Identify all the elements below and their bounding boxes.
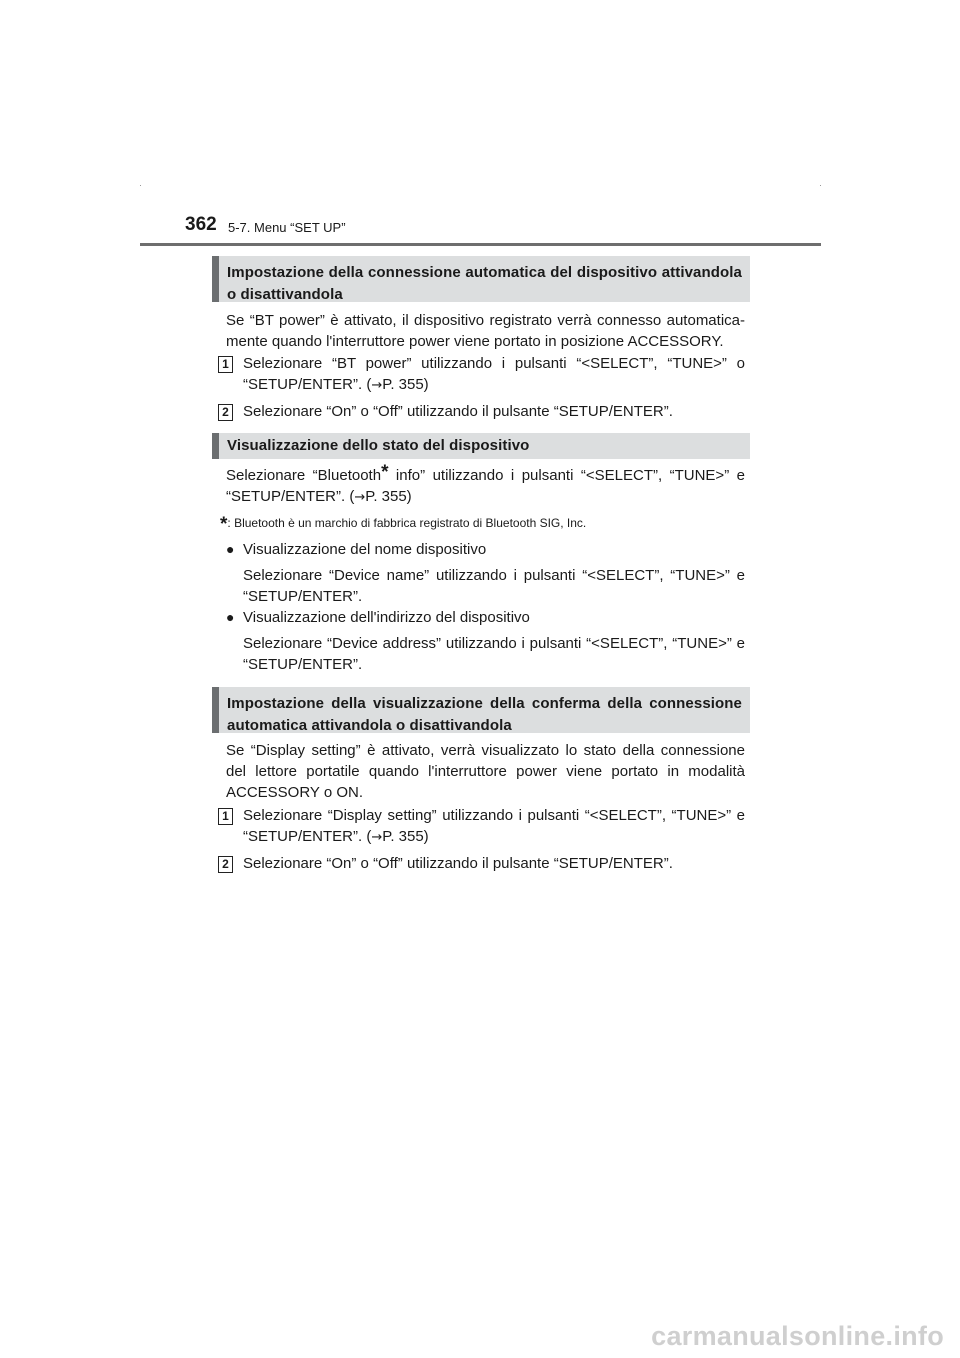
section-heading-auto-connect (212, 256, 750, 302)
bullet-description: Selezionare “Device address” utilizzando i pulsanti “<SELECT”, “TUNE>” e “SETUP/ENTER”. (243, 635, 745, 673)
footnote-marker: * (381, 462, 389, 483)
footnote: *: Bluetooth è un marchio di fabbrica registrato di Bluetooth SIG, Inc. (220, 514, 587, 535)
section-intro-display-setting: Se “Display setting” è attivato, verrà visualizzato lo stato della connessione del lettore portatile quando l'interruttore power viene portato in modalità ACCESSORY o ON. (226, 742, 745, 801)
footnote-star: * (220, 514, 228, 535)
bullet-title: Visualizzazione del nome dispositivo (243, 541, 487, 558)
step-text: Selezionare “Display setting” utilizzando i pulsanti “<SELECT”, “TUNE>” e “SETUP/ENTER”. (→P. 355) (243, 807, 745, 845)
bullet-dot-icon: ● (226, 541, 235, 557)
step-text: Selezionare “On” o “Off” utilizzando il pulsante “SETUP/ENTER”. (243, 403, 673, 420)
section-heading-device-status (212, 433, 750, 459)
crop-mark-left (140, 185, 141, 186)
section-heading-text: Impostazione della connessione automatica del dispositivo attivandola o disattivandola (227, 264, 742, 303)
step-number-badge: 1 (218, 356, 233, 373)
step-number-badge: 2 (218, 404, 233, 421)
section-reference: 5-7. Menu “SET UP” (228, 220, 346, 235)
step-number-badge: 1 (218, 808, 233, 825)
section-intro-auto-connect: Se “BT power” è attivato, il dispositivo registrato verrà connesso automatica-mente quando l'interruttore power viene portato in posizione ACCESSORY. (226, 312, 745, 350)
section-heading-display-setting (212, 687, 750, 733)
bullet-description: Selezionare “Device name” utilizzando i pulsanti “<SELECT”, “TUNE>” e “SETUP/ENTER”. (243, 567, 745, 605)
section-intro-device-status: Selezionare “Bluetooth* info” utilizzando i pulsanti “<SELECT”, “TUNE>” e “SETUP/ENTER”. (→P. 355) (226, 462, 745, 505)
step-text: Selezionare “BT power” utilizzando i pulsanti “<SELECT”, “TUNE>” o “SETUP/ENTER”. (→P. 355) (243, 355, 745, 393)
header-rule (140, 243, 821, 246)
page-number: 362 (185, 214, 217, 235)
bullet-dot-icon: ● (226, 609, 235, 625)
step-number-badge: 2 (218, 856, 233, 873)
section-heading-text: Impostazione della visualizzazione della conferma della connessione automatica attivandola o disattivandola (227, 695, 742, 734)
section-heading-text: Visualizzazione dello stato del dispositivo (227, 437, 530, 454)
watermark: carmanualsonline.info (651, 1321, 944, 1351)
arrow-right-icon: → (354, 490, 366, 505)
crop-mark-right (820, 185, 821, 186)
bullet-title: Visualizzazione dell'indirizzo del dispositivo (243, 609, 530, 626)
arrow-right-icon: → (371, 830, 383, 845)
arrow-right-icon: → (371, 378, 383, 393)
step-text: Selezionare “On” o “Off” utilizzando il pulsante “SETUP/ENTER”. (243, 855, 673, 872)
